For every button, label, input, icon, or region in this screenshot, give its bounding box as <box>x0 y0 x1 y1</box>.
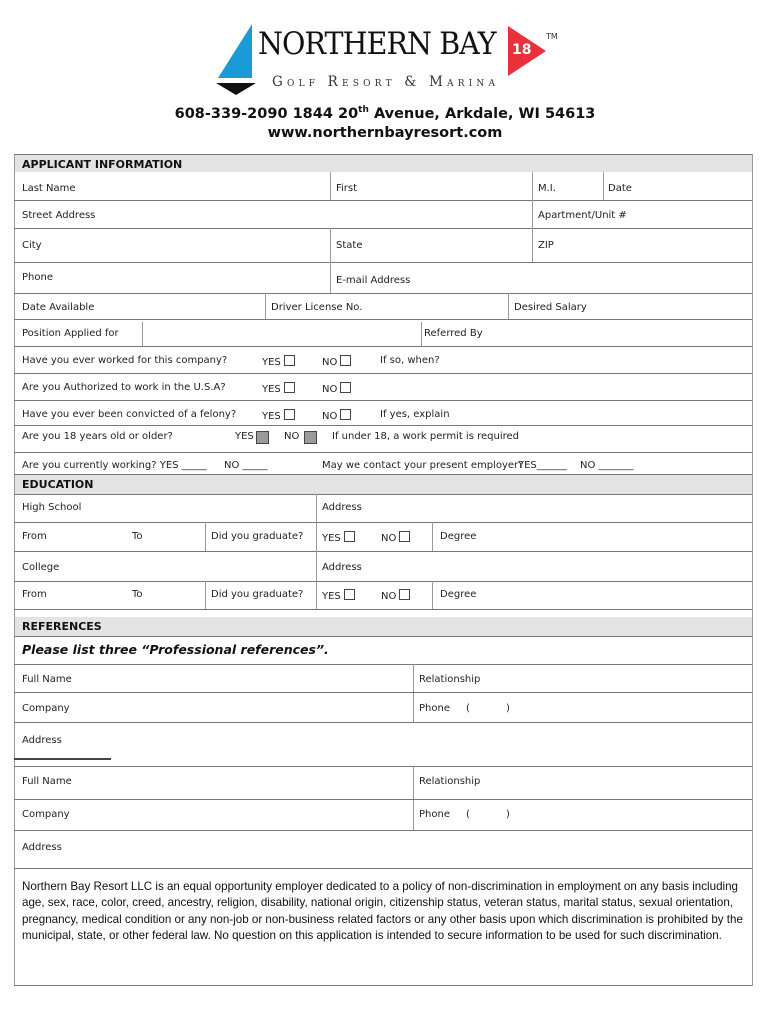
row-line <box>14 228 752 229</box>
logo-name: NORTHERN BAY <box>258 26 496 62</box>
checkbox[interactable] <box>284 409 295 420</box>
contact-line <box>0 105 770 122</box>
college-graduate-question: Did you graduate? <box>211 589 304 600</box>
ref2-phone-close-paren: ) <box>506 809 510 820</box>
if-so-when-label: If so, when? <box>380 355 440 366</box>
ref2-company-label: Company <box>22 809 70 820</box>
no-label: NO <box>322 384 338 395</box>
college-graduate-no[interactable] <box>381 589 410 602</box>
phone-label: Phone <box>22 272 53 283</box>
yes-label: YES <box>322 533 341 544</box>
references-section-title: REFERENCES <box>22 620 102 633</box>
yes-label: YES <box>262 357 281 368</box>
references-instruction: Please list three “Professional references”. <box>22 642 329 657</box>
last-name-label: Last Name <box>22 183 76 194</box>
row-line <box>14 636 752 637</box>
ref2-address-label: Address <box>22 842 62 853</box>
age-yes-label: YES <box>235 431 254 442</box>
row-line <box>14 319 752 320</box>
referred-by-label: Referred By <box>424 328 483 339</box>
website-link[interactable]: www.northernbayresort.com <box>267 125 503 141</box>
divider <box>603 172 604 200</box>
contact-employer-no[interactable]: NO _______ <box>580 460 634 471</box>
checkbox[interactable] <box>344 589 355 600</box>
form-bottom-border <box>14 985 752 986</box>
authorized-yes[interactable] <box>262 382 295 395</box>
row-line <box>14 494 752 495</box>
applicant-section-title: APPLICANT INFORMATION <box>22 158 183 171</box>
row-line <box>14 425 752 426</box>
hs-from-label: From <box>22 531 47 542</box>
divider <box>316 522 317 551</box>
checkbox[interactable] <box>340 355 351 366</box>
felony-no[interactable] <box>322 409 351 422</box>
position-applied-label: Position Applied for <box>22 328 119 339</box>
desired-salary-label: Desired Salary <box>514 302 587 313</box>
ref1-full-name-label: Full Name <box>22 674 72 685</box>
ref1-phone-close-paren: ) <box>506 703 510 714</box>
city-label: City <box>22 240 42 251</box>
date-available-label: Date Available <box>22 302 95 313</box>
currently-working-no[interactable]: NO _____ <box>224 460 268 471</box>
middle-initial-label: M.I. <box>538 183 556 194</box>
authorized-no[interactable] <box>322 382 351 395</box>
high-school-label: High School <box>22 502 82 513</box>
ref1-relationship-label: Relationship <box>419 674 481 685</box>
no-label: NO <box>322 357 338 368</box>
college-address-label: Address <box>322 562 362 573</box>
felony-yes[interactable] <box>262 409 295 422</box>
row-line <box>14 799 752 800</box>
address-rest: Avenue, Arkdale, WI 54613 <box>368 105 596 122</box>
checkbox[interactable] <box>399 589 410 600</box>
contact-employer-yes[interactable]: YES______ <box>518 460 567 471</box>
checkbox[interactable] <box>344 531 355 542</box>
divider <box>330 172 331 200</box>
hs-degree-label: Degree <box>440 531 477 542</box>
divider <box>316 581 317 609</box>
authorized-question: Are you Authorized to work in the U.S.A? <box>22 382 226 393</box>
divider <box>316 494 317 522</box>
eeo-statement: Northern Bay Resort LLC is an equal opportunity employer dedicated to a policy of non-discrimination in employment on any basis including age, sex, race, color, creed, ancestry, religion, disability, national origin, citizenship status, veteran status, marital status, sexual orientation, pregnancy, medical condition or any non-job or non-business related factors or any other basis upon which discrimination is prohibited by the municipal, state, or other federal law. No question on this application is intended to secure information to be used for such discrimination. <box>22 880 743 943</box>
college-to-label: To <box>132 589 143 600</box>
if-yes-explain-label: If yes, explain <box>380 409 450 420</box>
phone-address: 608-339-2090 1844 20 <box>174 105 359 122</box>
ref2-phone-label: Phone <box>419 809 450 820</box>
address-superscript: th <box>358 105 369 115</box>
checkbox[interactable] <box>284 382 295 393</box>
divider <box>413 664 414 722</box>
email-label: E-mail Address <box>336 275 411 286</box>
no-label: NO <box>381 533 397 544</box>
row-line <box>14 551 752 552</box>
ref2-full-name-label: Full Name <box>22 776 72 787</box>
row-line <box>14 346 752 347</box>
form-right-border <box>752 154 753 986</box>
divider <box>432 581 433 609</box>
checkbox[interactable] <box>340 409 351 420</box>
felony-question: Have you ever been convicted of a felony? <box>22 409 237 420</box>
under-18-note: If under 18, a work permit is required <box>332 431 520 442</box>
college-label: College <box>22 562 60 573</box>
divider <box>532 172 533 200</box>
ref1-company-label: Company <box>22 703 70 714</box>
references-section-band <box>15 617 752 636</box>
divider <box>330 262 331 293</box>
position-applied-field[interactable] <box>142 322 422 346</box>
logo-tagline: Golf Resort & Marina <box>272 74 500 90</box>
form-left-border <box>14 154 15 986</box>
divider <box>532 228 533 262</box>
divider <box>205 522 206 551</box>
row-line <box>14 293 752 294</box>
row-line <box>14 452 752 453</box>
yes-label: YES <box>262 384 281 395</box>
logo-badge: 18 <box>512 42 532 58</box>
divider <box>205 581 206 609</box>
divider <box>532 200 533 228</box>
no-label: NO <box>381 591 397 602</box>
yes-label: YES <box>322 591 341 602</box>
checkbox[interactable] <box>284 355 295 366</box>
hs-graduate-yes[interactable] <box>322 531 355 544</box>
college-graduate-yes[interactable] <box>322 589 355 602</box>
college-degree-label: Degree <box>440 589 477 600</box>
worked-here-question: Have you ever worked for this company? <box>22 355 228 366</box>
divider <box>413 766 414 830</box>
divider <box>330 228 331 262</box>
row-line <box>14 400 752 401</box>
education-section-band <box>15 475 752 494</box>
age-yes-checkbox[interactable] <box>256 431 269 444</box>
divider <box>316 551 317 581</box>
age-no-checkbox[interactable] <box>304 431 317 444</box>
contact-employer-question: May we contact your present employer? <box>322 460 524 471</box>
row-line <box>14 200 752 201</box>
hs-graduate-question: Did you graduate? <box>211 531 304 542</box>
checkbox[interactable] <box>340 382 351 393</box>
worked-here-no[interactable] <box>322 355 351 368</box>
ref2-relationship-label: Relationship <box>419 776 481 787</box>
date-label: Date <box>608 183 632 194</box>
row-line <box>14 262 752 263</box>
age-question: Are you 18 years old or older? <box>22 431 173 442</box>
driver-license-label: Driver License No. <box>271 302 363 313</box>
row-line <box>14 581 752 582</box>
ref1-phone-open-paren: ( <box>466 703 470 714</box>
row-line <box>14 522 752 523</box>
underline <box>14 758 111 760</box>
apartment-unit-label: Apartment/Unit # <box>538 210 627 221</box>
no-label: NO <box>322 411 338 422</box>
logo <box>212 22 562 102</box>
divider <box>432 522 433 551</box>
first-name-label: First <box>336 183 358 194</box>
trademark: TM <box>546 32 558 41</box>
street-address-label: Street Address <box>22 210 96 221</box>
yes-label: YES <box>262 411 281 422</box>
ref2-phone-open-paren: ( <box>466 809 470 820</box>
row-line <box>14 722 752 723</box>
row-line <box>14 609 752 610</box>
college-from-label: From <box>22 589 47 600</box>
checkbox[interactable] <box>399 531 410 542</box>
education-section-title: EDUCATION <box>22 478 94 491</box>
ref1-phone-label: Phone <box>419 703 450 714</box>
zip-label: ZIP <box>538 240 554 251</box>
divider <box>508 293 509 319</box>
ref1-address-label: Address <box>22 735 62 746</box>
row-line <box>14 868 752 869</box>
currently-working-question: Are you currently working? YES _____ <box>22 460 207 471</box>
row-line <box>14 373 752 374</box>
row-line <box>14 766 752 767</box>
age-no-label: NO <box>284 431 300 442</box>
divider <box>265 293 266 319</box>
hs-graduate-no[interactable] <box>381 531 410 544</box>
high-school-address-label: Address <box>322 502 362 513</box>
row-line <box>14 692 752 693</box>
hs-to-label: To <box>132 531 143 542</box>
row-line <box>14 664 752 665</box>
worked-here-yes[interactable] <box>262 355 295 368</box>
state-label: State <box>336 240 363 251</box>
row-line <box>14 830 752 831</box>
